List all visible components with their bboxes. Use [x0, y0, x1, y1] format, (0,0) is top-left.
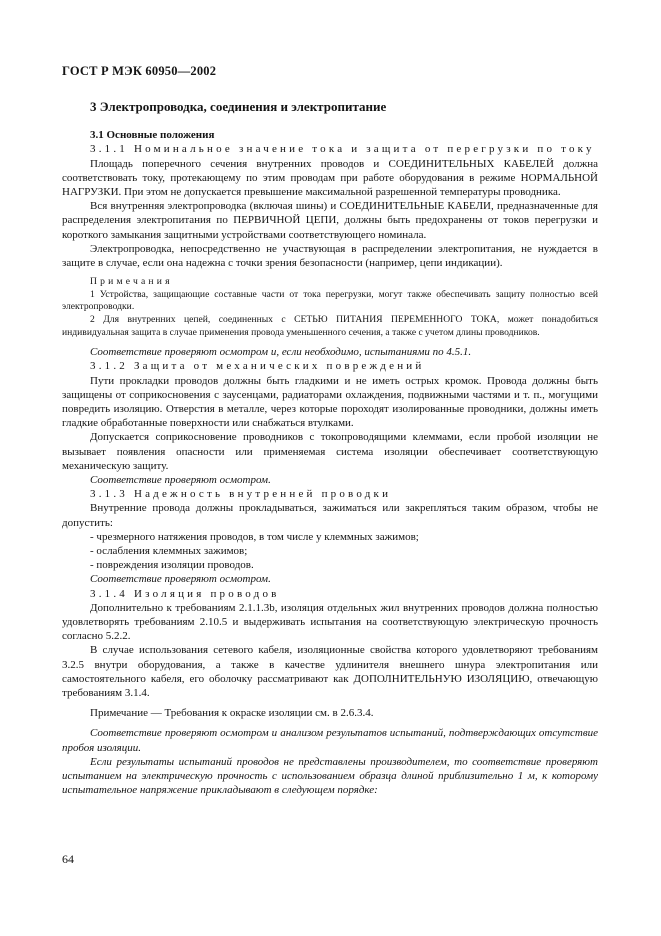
clause-314-compliance-1: Соответствие проверяют осмотром и анализом результатов испытаний, подтверждающих отсутствие пробоя изоляции.: [62, 727, 598, 754]
clause-314-compliance-2: Если результаты испытаний проводов не представлены производителем, то соответствие проверяют испытанием на электрическую прочность с использованием образца длиной приблизительно 1 м, к которому испытательное напряжение прикладывают в следующем порядке:: [62, 755, 598, 797]
clause-313-heading: 3.1.3 Надежность внутренней проводки: [90, 488, 392, 501]
clause-314-note: Примечание — Требования к окраске изоляции см. в 2.6.3.4.: [90, 707, 374, 720]
clause-314-heading: 3.1.4 Изоляция проводов: [90, 587, 280, 600]
clause-313-list: [90, 530, 598, 573]
clause-314-p2: В случае использования сетевого кабеля, изоляционные свойства которого удовлетворяют требованиям 3.2.5 внутри оборудования, а также в качестве удлинителя внешнего шнура электропитания или самостоятельного кабеля, его оболочку рассматривают как ДОПОЛНИТЕЛЬНУЮ ИЗОЛЯЦИЮ, отвечающую требованиям 3.1.4.: [62, 644, 598, 700]
clause-311-p2: Вся внутренняя электропроводка (включая шины) и СОЕДИНИТЕЛЬНЫЕ КАБЕЛИ, предназначенные для распределения электропитания по ПЕРВИЧНОЙ ЦЕПИ, должны быть предохранены от токов перегрузки и короткого замыкания защитными устройствами соответствующего номинала.: [62, 200, 598, 241]
list-item: - чрезмерного натяжения проводов, в том числе у клеммных зажимов;: [90, 530, 419, 543]
clause-312-heading: 3.1.2 Защита от механических повреждений: [90, 360, 425, 373]
standard-header: ГОСТ Р МЭК 60950—2002: [62, 64, 217, 78]
clause-311-heading: 3.1.1 Номинальное значение тока и защита от перегрузки по току: [90, 143, 595, 156]
clause-312-compliance: Соответствие проверяют осмотром.: [90, 474, 271, 487]
clause-312-p1: Пути прокладки проводов должны быть гладкими и не иметь острых кромок. Провода должны быть защищены от соприкосновения с заусенцами, радиаторами охлаждения, подвижными частями и т. п., могущими повредить изоляцию. Отверстия в металле, через которые пороходят изолированные проводники, должны иметь гладкие обработанные поверхности или снабжаться втулками.: [62, 374, 598, 430]
clause-313-compliance: Соответствие проверяют осмотром.: [90, 573, 271, 586]
clause-311-p1: Площадь поперечного сечения внутренних проводов и СОЕДИНИТЕЛЬНЫХ КАБЕЛЕЙ должна соответствовать току, протекающему по этим проводам при работе оборудования в режиме НОРМАЛЬНОЙ НАГРУЗКИ. При этом не допускается превышение максимальной разрешенной температуры проводника.: [62, 157, 598, 199]
subsection-title: 3.1 Основные положения: [90, 129, 215, 142]
clause-312-p2: Допускается соприкосновение проводников с токопроводящими клеммами, если пробой изоляции не вызывает появления опасности или применяемая система изоляции обеспечивает соответствующую механическую защиту.: [62, 431, 598, 472]
clause-311-p3: Электропроводка, непосредственно не участвующая в распределении электропитания, не нуждается в защите в случае, если она надежна с точки зрения безопасности (например, цепи индикации).: [62, 242, 598, 270]
page-number: 64: [62, 852, 74, 866]
list-item: - ослабления клеммных зажимов;: [90, 545, 248, 558]
note-1: 1 Устройства, защищающие составные части от тока перегрузки, могут также обеспечивать защиту полностью всей электропроводки.: [62, 288, 598, 313]
clause-311-compliance: Соответствие проверяют осмотром и, если необходимо, испытаниями по 4.5.1.: [90, 346, 472, 359]
clause-313-p1: Внутренние провода должны прокладываться, зажиматься или закрепляться таким образом, чтобы не допустить:: [62, 502, 598, 529]
notes-label: Примечания: [90, 276, 173, 288]
list-item: - повреждения изоляции проводов.: [90, 559, 254, 572]
note-2: 2 Для внутренних цепей, соединенных с СЕТЬЮ ПИТАНИЯ ПЕРЕМЕННОГО ТОКА, может понадобиться индивидуальная защита в случае применения провода уменьшенного сечения, а также с учетом длины проводников.: [62, 314, 598, 338]
page-content: [62, 96, 598, 798]
clause-314-p1: Дополнительно к требованиям 2.1.1.3b, изоляция отдельных жил внутренних проводов должна полностью удовлетворять требованиям 2.10.5 и выдерживать испытания на соответствующую электрическую прочность согласно 5.2.2.: [62, 601, 598, 643]
section-title: 3 Электропроводка, соединения и электропитание: [90, 99, 387, 114]
